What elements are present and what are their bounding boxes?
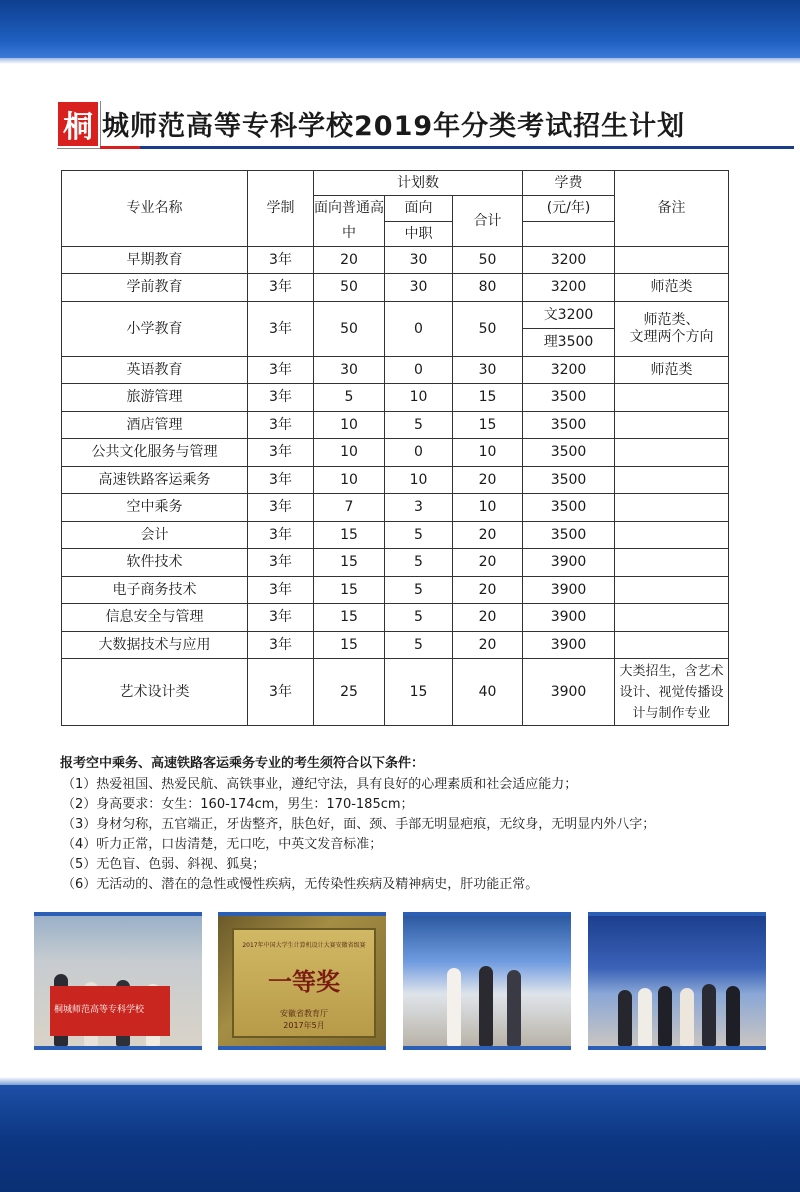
table-row <box>62 604 729 632</box>
person-figure <box>507 970 521 1046</box>
cell-duration: 3年 <box>248 247 314 274</box>
cell-major: 信息安全与管理 <box>62 604 248 632</box>
requirement-item: （2）身高要求：女生：160-174cm，男生：170-185cm； <box>62 797 414 812</box>
header-fee-top: 学费 <box>523 171 615 196</box>
cell-fee: 3500 <box>523 439 615 467</box>
cell-fee: 3900 <box>523 604 615 632</box>
cell-note: 师范类 <box>615 357 729 384</box>
bottom-decorative-band <box>0 1085 800 1192</box>
cell-major: 学前教育 <box>62 274 248 302</box>
cell-fee: 3900 <box>523 549 615 577</box>
cell-duration: 3年 <box>248 577 314 604</box>
cell-duration: 3年 <box>248 632 314 659</box>
cell-fee: 3900 <box>523 659 615 726</box>
cell-major: 会计 <box>62 522 248 549</box>
top-decorative-band <box>0 0 800 58</box>
cell-regular: 50 <box>314 274 385 302</box>
requirement-item: （4）听力正常，口齿清楚，无口吃，中英文发音标准； <box>62 837 383 852</box>
flag-text: 桐城师范高等专科学校 <box>54 1005 145 1015</box>
table-row <box>62 659 729 726</box>
cell-note <box>615 549 729 577</box>
cell-total: 20 <box>453 604 523 632</box>
person-figure <box>680 988 694 1046</box>
cell-note <box>615 302 729 357</box>
cell-fee: 3200 <box>523 357 615 384</box>
header-major: 专业名称 <box>62 171 248 247</box>
requirement-item: （1）热爱祖国、热爱民航、高铁事业，遵纪守法，具有良好的心理素质和社会适应能力； <box>62 777 578 792</box>
cell-regular: 10 <box>314 439 385 467</box>
cell-note <box>615 494 729 522</box>
cell-note <box>615 412 729 439</box>
cell-major: 空中乘务 <box>62 494 248 522</box>
header-plan-vocational-bottom: 中职 <box>385 222 453 247</box>
note-line: 师范类、 <box>643 312 700 328</box>
table-row <box>62 494 729 522</box>
cell-major: 电子商务技术 <box>62 577 248 604</box>
cell-regular: 10 <box>314 467 385 494</box>
cell-fee: 3200 <box>523 274 615 302</box>
cell-major: 公共文化服务与管理 <box>62 439 248 467</box>
cell-fee-science: 理3500 <box>523 329 615 357</box>
cell-vocational: 0 <box>385 302 453 357</box>
cell-total: 10 <box>453 439 523 467</box>
cell-total: 15 <box>453 384 523 412</box>
table-row <box>62 632 729 659</box>
cell-fee: 3500 <box>523 412 615 439</box>
header-plan-vocational-top: 面向 <box>385 196 453 222</box>
cell-fee: 3500 <box>523 467 615 494</box>
cell-vocational: 3 <box>385 494 453 522</box>
cell-note <box>615 632 729 659</box>
cell-total: 20 <box>453 577 523 604</box>
table-row <box>62 384 729 412</box>
photo-expo-group <box>588 912 766 1050</box>
cell-major: 高速铁路客运乘务 <box>62 467 248 494</box>
cell-fee: 3500 <box>523 384 615 412</box>
cell-note <box>615 659 729 726</box>
person-figure <box>618 990 632 1046</box>
award-plaque <box>232 928 376 1038</box>
cell-vocational: 10 <box>385 467 453 494</box>
photo-award-plaque <box>218 912 386 1050</box>
cell-note: 师范类 <box>615 274 729 302</box>
header-plan-group: 计划数 <box>314 171 523 196</box>
title-text: 城师范高等专科学校2019年分类考试招生计划 <box>102 111 686 142</box>
title-badge: 桐 <box>56 100 100 148</box>
header-plan-regular: 面向普通高中 <box>314 196 385 247</box>
cell-fee: 3900 <box>523 577 615 604</box>
person-figure <box>726 986 740 1046</box>
cell-regular: 50 <box>314 302 385 357</box>
plaque-org: 安徽省教育厅 <box>280 1009 328 1018</box>
cell-duration: 3年 <box>248 522 314 549</box>
requirement-item: （6）无活动的、潜在的急性或慢性疾病，无传染性疾病及精神病史，肝功能正常。 <box>62 877 539 892</box>
cell-total: 50 <box>453 302 523 357</box>
cell-vocational: 5 <box>385 604 453 632</box>
cell-total: 30 <box>453 357 523 384</box>
table-row <box>62 439 729 467</box>
cell-total: 20 <box>453 467 523 494</box>
header-note: 备注 <box>615 171 729 247</box>
cell-note <box>615 384 729 412</box>
requirements-section <box>60 754 760 895</box>
cell-regular: 5 <box>314 384 385 412</box>
cell-duration: 3年 <box>248 659 314 726</box>
cell-total: 20 <box>453 632 523 659</box>
cell-vocational: 30 <box>385 247 453 274</box>
cell-duration: 3年 <box>248 384 314 412</box>
cell-total: 20 <box>453 549 523 577</box>
cell-note <box>615 604 729 632</box>
cell-fee: 3500 <box>523 522 615 549</box>
table-row <box>62 357 729 384</box>
table-row <box>62 549 729 577</box>
note-line: 文理两个方向 <box>629 329 714 345</box>
cell-vocational: 5 <box>385 632 453 659</box>
table-row <box>62 274 729 302</box>
cell-regular: 15 <box>314 577 385 604</box>
cell-vocational: 30 <box>385 274 453 302</box>
cell-vocational: 5 <box>385 549 453 577</box>
cell-note <box>615 522 729 549</box>
table-row <box>62 302 729 329</box>
cell-total: 15 <box>453 412 523 439</box>
cell-major: 小学教育 <box>62 302 248 357</box>
cell-total: 10 <box>453 494 523 522</box>
plaque-award: 一等奖 <box>268 968 340 996</box>
cell-regular: 25 <box>314 659 385 726</box>
table-row <box>62 522 729 549</box>
cell-major: 软件技术 <box>62 549 248 577</box>
cell-regular: 30 <box>314 357 385 384</box>
page-title <box>56 100 746 146</box>
table-row <box>62 577 729 604</box>
cell-duration: 3年 <box>248 274 314 302</box>
cell-duration: 3年 <box>248 549 314 577</box>
note-line: 大类招生，含艺术 <box>619 663 724 679</box>
cell-major: 酒店管理 <box>62 412 248 439</box>
requirement-item: （5）无色盲、色弱、斜视、狐臭； <box>62 857 266 872</box>
cell-duration: 3年 <box>248 439 314 467</box>
cell-duration: 3年 <box>248 357 314 384</box>
table-row <box>62 247 729 274</box>
cell-duration: 3年 <box>248 604 314 632</box>
cell-duration: 3年 <box>248 302 314 357</box>
cell-note <box>615 467 729 494</box>
cell-regular: 15 <box>314 549 385 577</box>
cell-vocational: 5 <box>385 412 453 439</box>
requirement-item: （3）身材匀称，五官端正，牙齿整齐，肤色好，面、颈、手部无明显疤痕，无纹身，无明显内外八字； <box>62 817 656 832</box>
cell-regular: 10 <box>314 412 385 439</box>
enrollment-plan-table <box>61 170 729 726</box>
person-figure <box>638 988 652 1046</box>
cell-total: 80 <box>453 274 523 302</box>
cell-total: 40 <box>453 659 523 726</box>
cell-regular: 15 <box>314 604 385 632</box>
header-fee-empty <box>523 222 615 247</box>
cell-regular: 15 <box>314 632 385 659</box>
cell-note <box>615 577 729 604</box>
cell-major: 大数据技术与应用 <box>62 632 248 659</box>
header-fee-bottom: (元/年) <box>523 196 615 222</box>
person-figure <box>447 968 461 1046</box>
cell-total: 20 <box>453 522 523 549</box>
note-line: 设计、视觉传播设 <box>619 684 724 700</box>
cell-fee-arts: 文3200 <box>523 302 615 329</box>
person-figure <box>658 986 672 1046</box>
cell-vocational: 5 <box>385 522 453 549</box>
person-figure <box>479 966 493 1046</box>
cell-vocational: 0 <box>385 439 453 467</box>
requirements-title: 报考空中乘务、高速铁路客运乘务专业的考生须符合以下条件： <box>60 756 425 771</box>
photo-poetry-contest <box>403 912 571 1050</box>
cell-vocational: 15 <box>385 659 453 726</box>
cell-note <box>615 439 729 467</box>
cell-vocational: 10 <box>385 384 453 412</box>
title-underline <box>100 146 794 149</box>
cell-note <box>615 247 729 274</box>
cell-fee: 3500 <box>523 494 615 522</box>
cell-duration: 3年 <box>248 494 314 522</box>
cell-fee: 3200 <box>523 247 615 274</box>
header-duration: 学制 <box>248 171 314 247</box>
header-total: 合计 <box>453 196 523 247</box>
cell-regular: 20 <box>314 247 385 274</box>
cell-duration: 3年 <box>248 412 314 439</box>
plaque-heading: 2017年中国大学生计算机设计大赛安徽省级赛 <box>242 942 366 949</box>
cell-duration: 3年 <box>248 467 314 494</box>
note-line: 计与制作专业 <box>632 705 711 721</box>
cell-total: 50 <box>453 247 523 274</box>
cell-regular: 15 <box>314 522 385 549</box>
cell-regular: 7 <box>314 494 385 522</box>
table-row <box>62 412 729 439</box>
cell-vocational: 0 <box>385 357 453 384</box>
cell-major: 旅游管理 <box>62 384 248 412</box>
cell-major: 英语教育 <box>62 357 248 384</box>
cell-vocational: 5 <box>385 577 453 604</box>
person-figure <box>702 984 716 1046</box>
plaque-date: 2017年5月 <box>283 1021 325 1030</box>
cell-fee: 3900 <box>523 632 615 659</box>
photo-team-banner <box>34 912 202 1050</box>
cell-major: 艺术设计类 <box>62 659 248 726</box>
table-row <box>62 467 729 494</box>
title-underline-accent <box>100 146 140 149</box>
cell-major: 早期教育 <box>62 247 248 274</box>
